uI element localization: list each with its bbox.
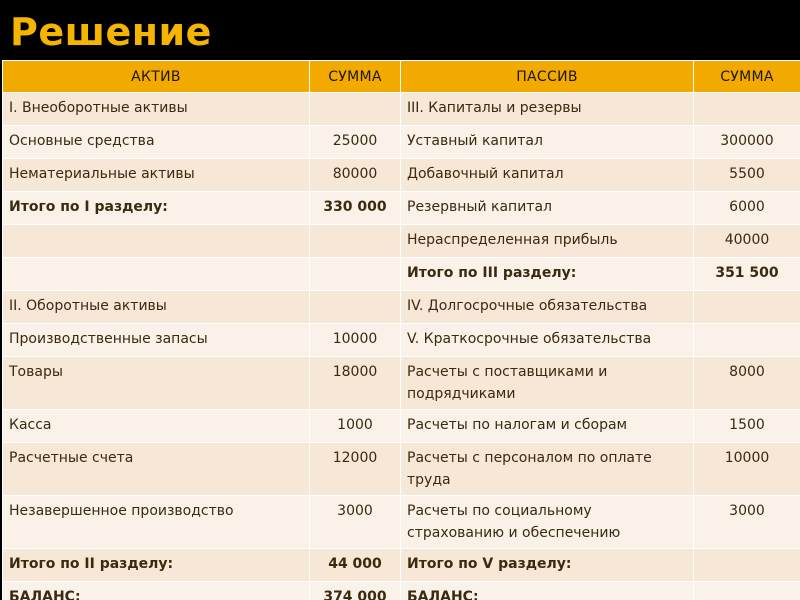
table-row [3,410,800,443]
table-row [3,126,800,159]
header-assets: АКТИВ [3,61,310,93]
liability-cell: Добавочный капитал [401,159,694,192]
asset-sum-cell: 12000 [310,443,401,496]
asset-cell: Касса [3,410,310,443]
table-row [3,159,800,192]
liability-cell: III. Капиталы и резервы [401,93,694,126]
asset-sum-cell: 1000 [310,410,401,443]
liability-sum-cell [694,291,800,324]
asset-sum-cell [310,291,401,324]
asset-cell: I. Внеоборотные активы [3,93,310,126]
table-row [3,258,800,291]
liability-cell: Итого по III разделу: [401,258,694,291]
table-row [3,443,800,496]
asset-sum-cell: 25000 [310,126,401,159]
liability-sum-cell: 1500 [694,410,800,443]
liability-sum-cell: 3000 [694,496,800,549]
asset-cell: Итого по I разделу: [3,192,310,225]
table-row [3,582,800,600]
liability-cell: Расчеты по налогам и сборам [401,410,694,443]
liability-cell: Нераспределенная прибыль [401,225,694,258]
table-row [3,291,800,324]
asset-cell [3,258,310,291]
liability-sum-cell: 40000 [694,225,800,258]
table-row [3,324,800,357]
asset-cell [3,225,310,258]
asset-cell: Итого по II разделу: [3,549,310,582]
table-row [3,225,800,258]
liability-sum-cell: 5500 [694,159,800,192]
liability-sum-cell: 351 500 [694,258,800,291]
liability-cell: Итого по V разделу: [401,549,694,582]
page-title: Решение [10,10,212,54]
liability-sum-cell: 10000 [694,443,800,496]
table-header-row [3,61,800,93]
liability-sum-cell: 300000 [694,126,800,159]
asset-cell: Производственные запасы [3,324,310,357]
asset-sum-cell: 374 000 [310,582,401,600]
table-row [3,549,800,582]
liability-sum-cell: 8000 [694,357,800,410]
asset-cell: Товары [3,357,310,410]
liability-sum-cell [694,324,800,357]
liability-sum-cell [694,549,800,582]
header-liabilities: ПАССИВ [401,61,694,93]
balance-sheet-table [2,60,800,600]
table-row [3,192,800,225]
asset-sum-cell: 44 000 [310,549,401,582]
asset-sum-cell: 3000 [310,496,401,549]
asset-cell: Расчетные счета [3,443,310,496]
asset-sum-cell: 330 000 [310,192,401,225]
liability-sum-cell: 6000 [694,192,800,225]
header-liabilities-sum: СУММА [694,61,800,93]
asset-cell: Основные средства [3,126,310,159]
table-row [3,357,800,410]
asset-cell: Нематериальные активы [3,159,310,192]
asset-sum-cell: 18000 [310,357,401,410]
header-assets-sum: СУММА [310,61,401,93]
liability-cell: IV. Долгосрочные обязательства [401,291,694,324]
asset-sum-cell [310,225,401,258]
liability-cell: V. Краткосрочные обязательства [401,324,694,357]
asset-cell: II. Оборотные активы [3,291,310,324]
liability-cell: Расчеты с поставщиками и подрядчиками [401,357,694,410]
liability-cell: Расчеты с персоналом по оплате труда [401,443,694,496]
table-row [3,93,800,126]
liability-sum-cell [694,582,800,600]
asset-sum-cell [310,258,401,291]
table-row [3,496,800,549]
liability-cell: БАЛАНС: [401,582,694,600]
asset-cell: БАЛАНС: [3,582,310,600]
asset-cell: Незавершенное производство [3,496,310,549]
liability-cell: Расчеты по социальному страхованию и обеспечению [401,496,694,549]
asset-sum-cell: 80000 [310,159,401,192]
liability-cell: Уставный капитал [401,126,694,159]
liability-cell: Резервный капитал [401,192,694,225]
asset-sum-cell [310,93,401,126]
asset-sum-cell: 10000 [310,324,401,357]
liability-sum-cell [694,93,800,126]
